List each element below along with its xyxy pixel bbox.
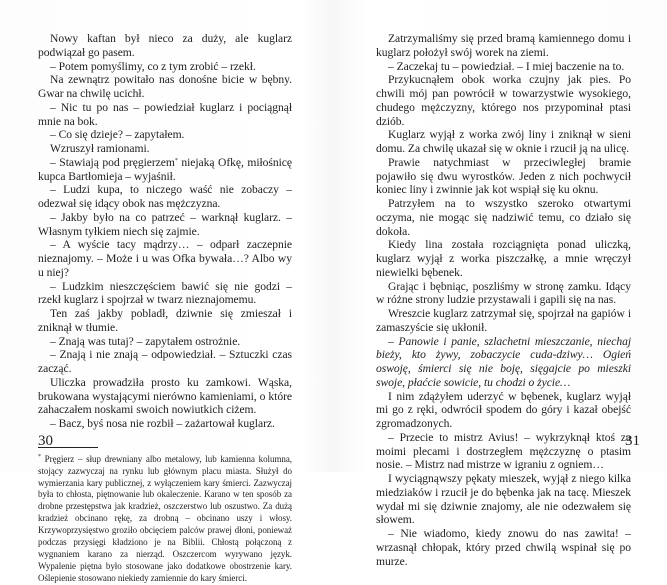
paragraph: Wreszcie kuglarz zatrzymał się, spojrzał na gapiów i zamaszyście się ukłonił.	[376, 307, 631, 334]
paragraph: Grając i bębniąc, poszliśmy w stronę zamku. Idący w różne strony ludzie przystawali i gapili się na nas.	[376, 279, 631, 307]
right-page	[376, 32, 631, 568]
paragraph: Ten zaś jakby pobladł, dziwnie się zmieszał i zniknął w tłumie.	[38, 307, 292, 334]
paragraph: – Co się dzieje? – zapytałem.	[50, 128, 185, 142]
footnote-body: Pręgierz – słup drewniany albo metalowy, lub kamienna kolumna, stojący zazwyczaj na rynku lub głównym placu miasta. Służył do wymierzania kary publicznej, z wyłączeniem kary śmierci. Zazwyczaj była to chłosta, piętnowanie lub okaleczenie. Karano w ten sposób za drobne przestępstwa jak kradzież, oszczerstwo lub oszustwo. Za dużą kradzież obcinano rękę, za drobną – obcinano uszy i włosy. Krzywoprzysięstwo groziło obcięciem palców prawej dłoni, ponieważ podczas przysięgi kładziono je na Biblii. Chłostą połączoną z wygnaniem karano za nierząd. Oszczercom wyrywano język. Wypalenie piętna było stosowane jako dodatkowe obostrzenie kary. Oślepienie stosowano niekiedy zamiennie do kary śmierci.	[38, 453, 292, 583]
paragraph: Uliczka prowadziła prosto ku zamkowi. Wąska, brukowana wystającymi nierówno kamieniami, o które zahaczałem noskami swoich nowiutkich ciżem.	[38, 375, 292, 417]
left-page	[38, 32, 292, 585]
paragraph: Na zewnątrz powitało nas donośne bicie w bębny. Gwar na chwilę ucichł.	[38, 73, 292, 100]
paragraph: Patrzyłem na to wszystko szeroko otwartymi oczyma, nie mogąc się nadziwić temu, co działo się dokoła.	[376, 197, 631, 238]
paragraph: Przykucnąłem obok worka czujny jak pies. Po chwili mój pan powrócił w towarzystwie wysokiego, chudego mężczyzny, którego nos przypominał ptasi dziób.	[376, 73, 631, 128]
paragraph: I wyciągnąwszy pękaty mieszek, wyjął z niego kilka miedziaków i rzucił je do bębenka jak na tacę. Mieszek wydał mi się dziwnie znajomy, ale nie odezwałem się słowem.	[376, 472, 631, 527]
paragraph: Zatrzymaliśmy się przed bramą kamiennego domu i kuglarz położył swój worek na ziemi.	[376, 32, 631, 59]
paragraph: Prawie natychmiast w przeciwległej bramie pojawiło się dwu wyrostków. Jeden z nich pochwycił koniec liny i zwinnie jak kot wspiął się ku oknu.	[376, 155, 631, 197]
paragraph-text: niejaką Ofkę, miłośnicę kupca Bartłomieja – wyjaśnił.	[38, 155, 292, 183]
paragraph: – Nie wiadomo, kiedy znowu do nas zawita! – wrzasnął chłopak, który przed chwilą wspinał się po murze.	[376, 527, 631, 568]
paragraph: – Nic tu po nas – powiedział kuglarz i pociągnął mnie na bok.	[38, 100, 292, 128]
footnote	[38, 454, 292, 585]
paragraph: – Jakby było na co patrzeć – warknął kuglarz. – Własnym tyłkiem niech się zajmie.	[38, 210, 292, 238]
paragraph: – Znają i nie znają – odpowiedział. – Sztuczki czas zacząć.	[38, 348, 292, 375]
footnote-marker: *	[38, 453, 41, 460]
paragraph: Wzruszył ramionami.	[50, 142, 150, 155]
paragraph: – Panowie i panie, szlachetni mieszczanie, niechaj bieży, kto żywy, zobaczycie cuda-dziwy… Ogień oswoję, śmierci się nie boję, sięgajcie po mieszki swoje, płaćcie sowicie, tu chodzi o życie…	[376, 334, 631, 389]
page-number-right: 31	[625, 433, 640, 449]
paragraph: – A wyście tacy mądrzy… – odparł zaczepnie nieznajomy. – Może i u was Ofka bywała…? Albo wy u niej?	[38, 238, 292, 279]
paragraph: – Znają was tutaj? – zapytałem ostrożnie.	[50, 334, 241, 348]
paragraph: – Zaczekaj tu – powiedział. – I miej baczenie na to.	[388, 59, 625, 73]
page-number-left: 30	[38, 433, 53, 449]
paragraph: – Przecie to mistrz Avius! – wykrzyknął ktoś za moimi plecami i dostrzegłem mężczyznę o ptasim nosie. – Mistrz nad mistrze w igraniu z ogniem…	[376, 430, 631, 472]
footnote-marker: *	[174, 157, 178, 164]
paragraph: Nowy kaftan był nieco za duży, ale kuglarz podwiązał go pasem.	[38, 32, 292, 59]
paragraph: I nim zdążyłem uderzyć w bębenek, kuglarz wyjął mi go z ręki, odwrócił spodem do góry i kazał obejść zgromadzonych.	[376, 389, 631, 430]
paragraph: – Ludzkim nieszczęściem bawić się nie godzi – rzekł kuglarz i spojrzał w twarz nieznajomemu.	[38, 279, 292, 307]
right-page-body	[376, 32, 631, 568]
paragraph: – Ludzi kupa, to niczego waść nie zobaczy – odezwał się idący obok nas mężczyzna.	[38, 183, 292, 210]
footnote-text	[38, 454, 292, 585]
paragraph-text: – Stawiają pod pręgierzem	[50, 155, 175, 169]
paragraph: Kiedy lina została rozciągnięta ponad uliczką, kuglarz wyjął z worka piszczałkę, a mnie wręczył niewielki bębenek.	[376, 238, 631, 279]
paragraph: – Potem pomyślimy, co z tym zrobić – rzekł.	[50, 59, 256, 73]
paragraph	[38, 156, 292, 184]
paragraph: Kuglarz wyjął z worka zwój liny i zniknął w sieni domu. Za chwilę ukazał się w oknie i rzucił ją na ulicę.	[376, 128, 631, 155]
left-page-body	[38, 32, 292, 431]
paragraph: – Bacz, byś nosa nie rozbił – zażartował kuglarz.	[50, 417, 275, 430]
